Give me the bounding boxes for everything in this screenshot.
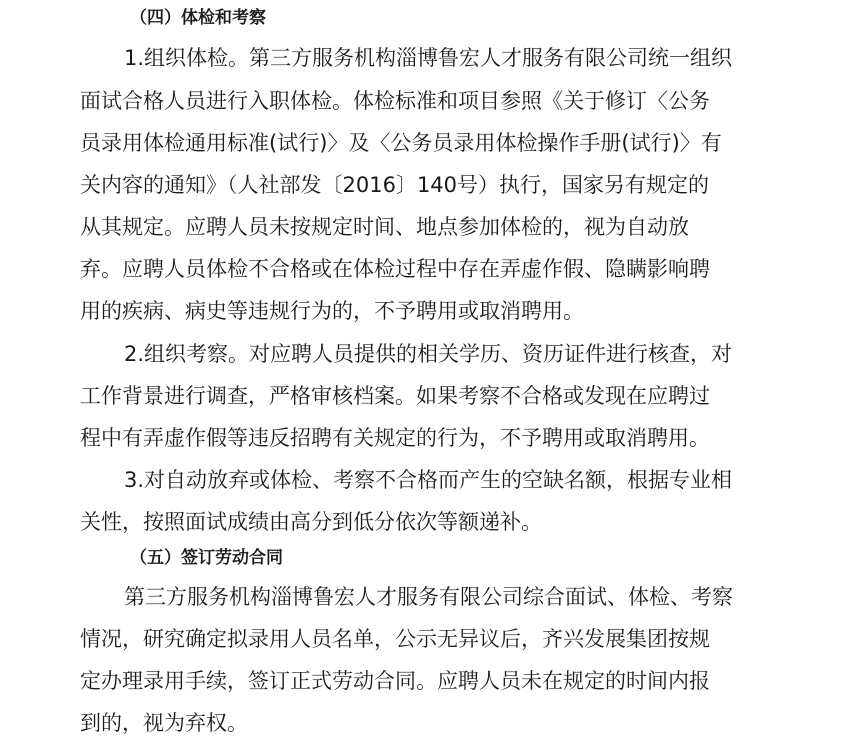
section-heading-physical-exam: （四）体检和考察 — [130, 8, 266, 28]
text-line: 用的疾病、病史等违规行为的，不予聘用或取消聘用。 — [80, 299, 584, 323]
text-line: 程中有弄虚作假等违反招聘有关规定的行为，不予聘用或取消聘用。 — [80, 426, 710, 450]
text-line: 关内容的通知》（人社部发〔2016〕140号）执行，国家另有规定的 — [80, 173, 710, 197]
text-line: 弃。应聘人员体检不合格或在体检过程中存在弄虚作假、隐瞒影响聘 — [80, 257, 710, 281]
text-line: 员录用体检通用标准(试行)〉及〈公务员录用体检操作手册(试行)〉有 — [80, 131, 722, 155]
text-line: 到的，视为弃权。 — [80, 711, 248, 735]
text-line: 定办理录用手续，签订正式劳动合同。应聘人员未在规定的时间内报 — [80, 669, 710, 693]
text-line: 从其规定。应聘人员未按规定时间、地点参加体检的，视为自动放 — [80, 215, 689, 239]
text-line: 第三方服务机构淄博鲁宏人才服务有限公司综合面试、体检、考察 — [124, 585, 733, 609]
text-line: 情况，研究确定拟录用人员名单，公示无异议后，齐兴发展集团按规 — [80, 627, 710, 651]
text-line: 工作背景进行调查，严格审核档案。如果考察不合格或发现在应聘过 — [80, 384, 710, 408]
text-line: 3.对自动放弃或体检、考察不合格而产生的空缺名额，根据专业相 — [124, 468, 733, 492]
text-line: 关性，按照面试成绩由高分到低分依次等额递补。 — [80, 510, 542, 534]
section-heading-labor-contract: （五）签订劳动合同 — [130, 548, 283, 568]
text-line: 1.组织体检。第三方服务机构淄博鲁宏人才服务有限公司统一组织 — [124, 46, 733, 70]
text-line: 2.组织考察。对应聘人员提供的相关学历、资历证件进行核查，对 — [124, 342, 733, 366]
text-line: 面试合格人员进行入职体检。体检标准和项目参照《关于修订〈公务 — [80, 89, 710, 113]
